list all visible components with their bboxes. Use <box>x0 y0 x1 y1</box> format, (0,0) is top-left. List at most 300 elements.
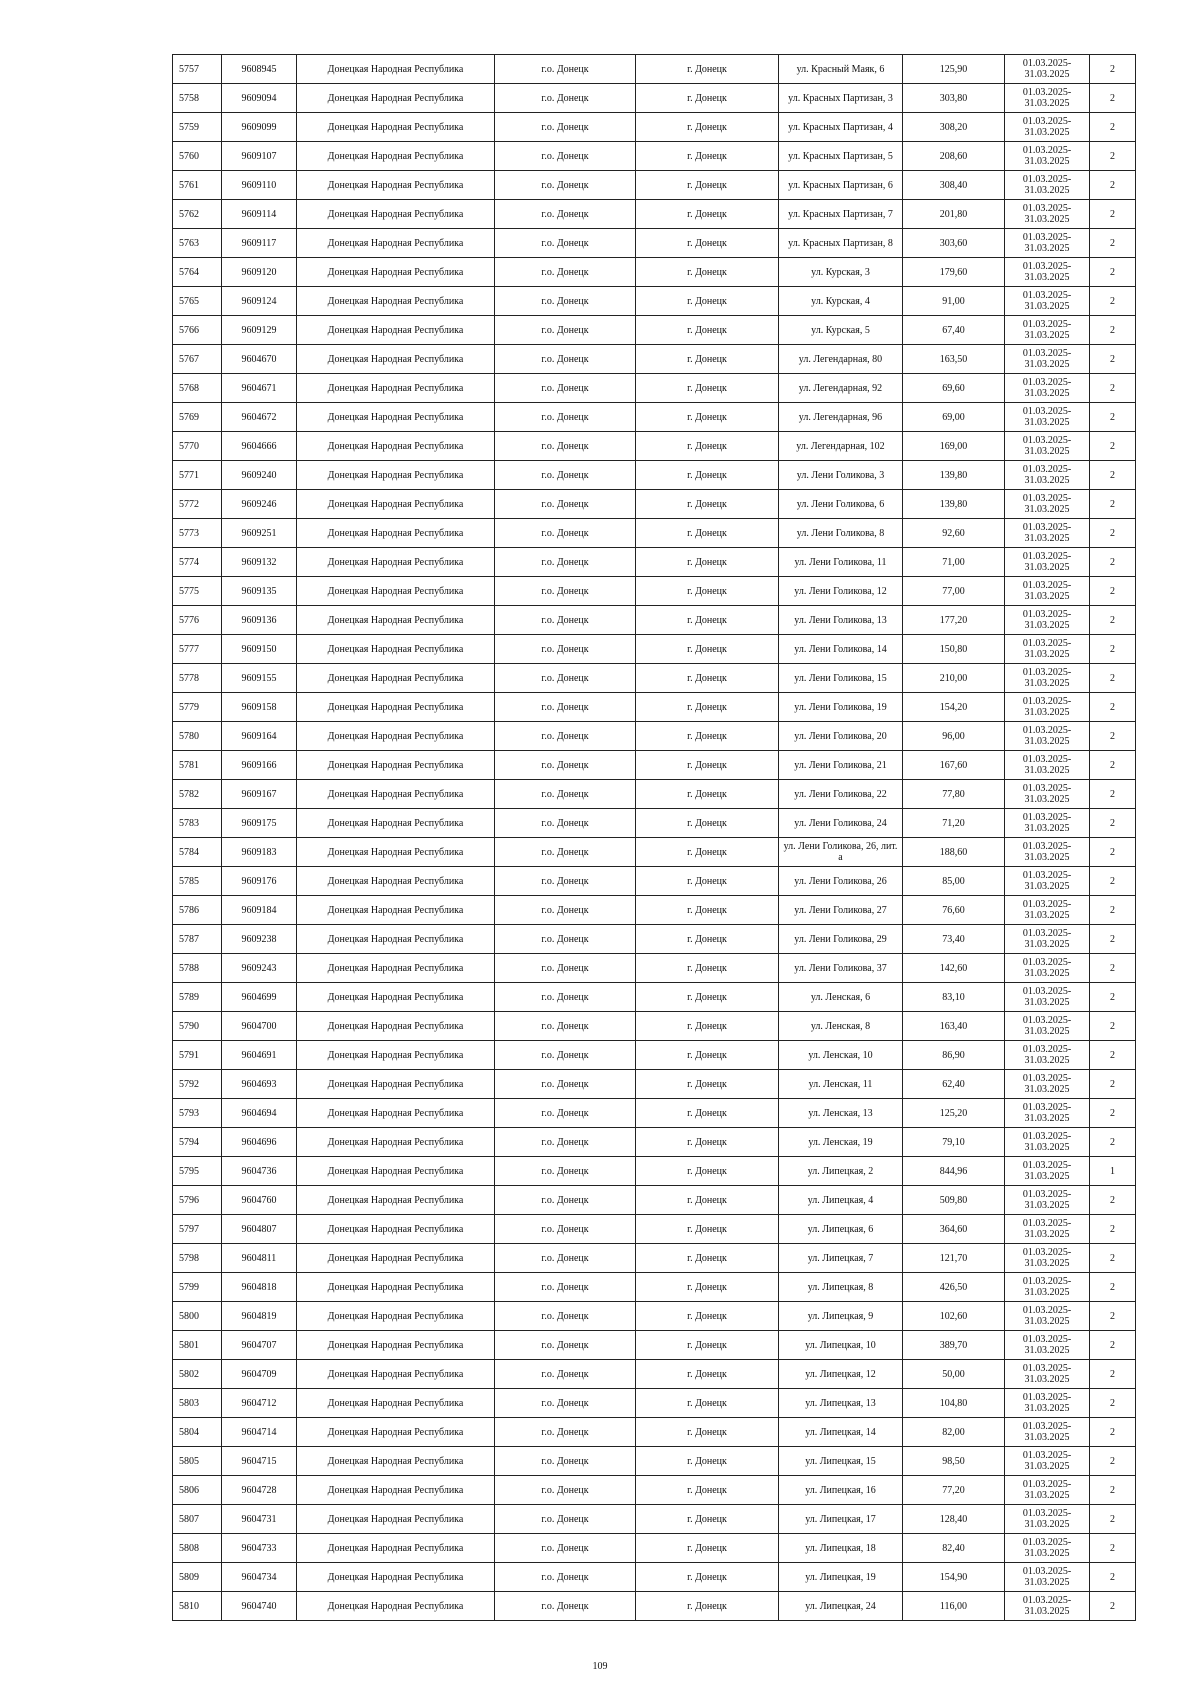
cell-object-code: 9608945 <box>222 55 297 84</box>
cell-city: г. Донецк <box>636 1302 779 1331</box>
cell-category: 2 <box>1090 1389 1136 1418</box>
cell-category: 2 <box>1090 1244 1136 1273</box>
cell-row-number: 5778 <box>173 664 222 693</box>
table-row <box>173 896 1136 925</box>
cell-row-number: 5780 <box>173 722 222 751</box>
cell-row-number: 5759 <box>173 113 222 142</box>
cell-area: 179,60 <box>903 258 1005 287</box>
cell-city: г. Донецк <box>636 780 779 809</box>
cell-street-address: ул. Ленская, 19 <box>779 1128 903 1157</box>
cell-region: Донецкая Народная Республика <box>297 1244 495 1273</box>
table-row <box>173 1563 1136 1592</box>
cell-street-address: ул. Лени Голикова, 21 <box>779 751 903 780</box>
cell-street-address: ул. Легендарная, 80 <box>779 345 903 374</box>
cell-region: Донецкая Народная Республика <box>297 1476 495 1505</box>
cell-category: 2 <box>1090 838 1136 867</box>
cell-city: г. Донецк <box>636 345 779 374</box>
cell-period: 01.03.2025- 31.03.2025 <box>1005 1070 1090 1099</box>
cell-category: 2 <box>1090 1215 1136 1244</box>
cell-region: Донецкая Народная Республика <box>297 780 495 809</box>
cell-area: 210,00 <box>903 664 1005 693</box>
cell-object-code: 9604760 <box>222 1186 297 1215</box>
table-row <box>173 113 1136 142</box>
cell-period: 01.03.2025- 31.03.2025 <box>1005 1331 1090 1360</box>
cell-region: Донецкая Народная Республика <box>297 1099 495 1128</box>
cell-street-address: ул. Лени Голикова, 20 <box>779 722 903 751</box>
cell-object-code: 9604699 <box>222 983 297 1012</box>
cell-district: г.о. Донецк <box>495 722 636 751</box>
cell-city: г. Донецк <box>636 1041 779 1070</box>
cell-object-code: 9604691 <box>222 1041 297 1070</box>
cell-category: 2 <box>1090 316 1136 345</box>
cell-area: 83,10 <box>903 983 1005 1012</box>
table-row <box>173 577 1136 606</box>
cell-row-number: 5768 <box>173 374 222 403</box>
cell-row-number: 5771 <box>173 461 222 490</box>
cell-category: 2 <box>1090 1012 1136 1041</box>
cell-row-number: 5784 <box>173 838 222 867</box>
cell-area: 389,70 <box>903 1331 1005 1360</box>
cell-city: г. Донецк <box>636 635 779 664</box>
cell-street-address: ул. Ленская, 8 <box>779 1012 903 1041</box>
table-row <box>173 1273 1136 1302</box>
cell-category: 2 <box>1090 867 1136 896</box>
cell-region: Донецкая Народная Республика <box>297 113 495 142</box>
cell-category: 2 <box>1090 722 1136 751</box>
cell-object-code: 9604819 <box>222 1302 297 1331</box>
cell-district: г.о. Донецк <box>495 374 636 403</box>
cell-period: 01.03.2025- 31.03.2025 <box>1005 577 1090 606</box>
cell-district: г.о. Донецк <box>495 200 636 229</box>
cell-category: 2 <box>1090 1592 1136 1621</box>
cell-period: 01.03.2025- 31.03.2025 <box>1005 229 1090 258</box>
cell-area: 308,40 <box>903 171 1005 200</box>
cell-street-address: ул. Красных Партизан, 4 <box>779 113 903 142</box>
cell-city: г. Донецк <box>636 287 779 316</box>
cell-street-address: ул. Красных Партизан, 5 <box>779 142 903 171</box>
cell-city: г. Донецк <box>636 1592 779 1621</box>
cell-region: Донецкая Народная Республика <box>297 925 495 954</box>
cell-period: 01.03.2025- 31.03.2025 <box>1005 1534 1090 1563</box>
cell-area: 82,00 <box>903 1418 1005 1447</box>
cell-city: г. Донецк <box>636 1128 779 1157</box>
cell-region: Донецкая Народная Республика <box>297 1186 495 1215</box>
cell-city: г. Донецк <box>636 1070 779 1099</box>
cell-city: г. Донецк <box>636 403 779 432</box>
cell-street-address: ул. Красных Партизан, 7 <box>779 200 903 229</box>
cell-object-code: 9609164 <box>222 722 297 751</box>
table-row <box>173 1476 1136 1505</box>
cell-category: 2 <box>1090 171 1136 200</box>
cell-area: 102,60 <box>903 1302 1005 1331</box>
cell-district: г.о. Донецк <box>495 345 636 374</box>
cell-object-code: 9609251 <box>222 519 297 548</box>
cell-category: 2 <box>1090 1534 1136 1563</box>
table-row <box>173 606 1136 635</box>
cell-category: 2 <box>1090 55 1136 84</box>
cell-region: Донецкая Народная Республика <box>297 200 495 229</box>
cell-city: г. Донецк <box>636 1215 779 1244</box>
cell-period: 01.03.2025- 31.03.2025 <box>1005 838 1090 867</box>
cell-district: г.о. Донецк <box>495 954 636 983</box>
cell-period: 01.03.2025- 31.03.2025 <box>1005 461 1090 490</box>
cell-row-number: 5762 <box>173 200 222 229</box>
cell-object-code: 9609246 <box>222 490 297 519</box>
document-page <box>172 54 1135 1621</box>
cell-row-number: 5781 <box>173 751 222 780</box>
table-row <box>173 229 1136 258</box>
cell-region: Донецкая Народная Республика <box>297 316 495 345</box>
cell-region: Донецкая Народная Республика <box>297 229 495 258</box>
cell-area: 426,50 <box>903 1273 1005 1302</box>
cell-district: г.о. Донецк <box>495 983 636 1012</box>
cell-region: Донецкая Народная Республика <box>297 896 495 925</box>
table-row <box>173 287 1136 316</box>
table-row <box>173 693 1136 722</box>
cell-city: г. Донецк <box>636 954 779 983</box>
cell-period: 01.03.2025- 31.03.2025 <box>1005 84 1090 113</box>
cell-area: 303,60 <box>903 229 1005 258</box>
cell-row-number: 5804 <box>173 1418 222 1447</box>
cell-street-address: ул. Лени Голикова, 8 <box>779 519 903 548</box>
cell-district: г.о. Донецк <box>495 1418 636 1447</box>
cell-city: г. Донецк <box>636 867 779 896</box>
cell-district: г.о. Донецк <box>495 113 636 142</box>
cell-district: г.о. Донецк <box>495 1476 636 1505</box>
table-row <box>173 1302 1136 1331</box>
cell-area: 76,60 <box>903 896 1005 925</box>
cell-area: 163,40 <box>903 1012 1005 1041</box>
cell-area: 125,20 <box>903 1099 1005 1128</box>
cell-object-code: 9604728 <box>222 1476 297 1505</box>
table-row <box>173 751 1136 780</box>
cell-region: Донецкая Народная Республика <box>297 606 495 635</box>
cell-category: 2 <box>1090 983 1136 1012</box>
cell-category: 2 <box>1090 577 1136 606</box>
cell-object-code: 9604818 <box>222 1273 297 1302</box>
cell-city: г. Донецк <box>636 577 779 606</box>
cell-row-number: 5790 <box>173 1012 222 1041</box>
cell-district: г.о. Донецк <box>495 780 636 809</box>
cell-object-code: 9609183 <box>222 838 297 867</box>
cell-period: 01.03.2025- 31.03.2025 <box>1005 1592 1090 1621</box>
table-row <box>173 664 1136 693</box>
cell-street-address: ул. Липецкая, 16 <box>779 1476 903 1505</box>
cell-category: 2 <box>1090 606 1136 635</box>
cell-period: 01.03.2025- 31.03.2025 <box>1005 432 1090 461</box>
cell-period: 01.03.2025- 31.03.2025 <box>1005 983 1090 1012</box>
cell-period: 01.03.2025- 31.03.2025 <box>1005 635 1090 664</box>
cell-district: г.о. Донецк <box>495 1244 636 1273</box>
cell-area: 50,00 <box>903 1360 1005 1389</box>
table-row <box>173 809 1136 838</box>
cell-area: 85,00 <box>903 867 1005 896</box>
cell-object-code: 9604736 <box>222 1157 297 1186</box>
cell-row-number: 5803 <box>173 1389 222 1418</box>
cell-region: Донецкая Народная Республика <box>297 1331 495 1360</box>
cell-row-number: 5808 <box>173 1534 222 1563</box>
cell-city: г. Донецк <box>636 722 779 751</box>
cell-street-address: ул. Лени Голикова, 22 <box>779 780 903 809</box>
cell-row-number: 5769 <box>173 403 222 432</box>
table-row <box>173 432 1136 461</box>
cell-district: г.о. Донецк <box>495 403 636 432</box>
cell-object-code: 9609114 <box>222 200 297 229</box>
table-row <box>173 1418 1136 1447</box>
table-row <box>173 1331 1136 1360</box>
cell-object-code: 9609158 <box>222 693 297 722</box>
cell-object-code: 9604672 <box>222 403 297 432</box>
cell-city: г. Донецк <box>636 606 779 635</box>
cell-street-address: ул. Лени Голикова, 24 <box>779 809 903 838</box>
cell-category: 2 <box>1090 229 1136 258</box>
cell-district: г.о. Донецк <box>495 664 636 693</box>
cell-category: 2 <box>1090 1099 1136 1128</box>
cell-area: 67,40 <box>903 316 1005 345</box>
cell-street-address: ул. Лени Голикова, 14 <box>779 635 903 664</box>
cell-street-address: ул. Липецкая, 2 <box>779 1157 903 1186</box>
cell-category: 2 <box>1090 1360 1136 1389</box>
cell-district: г.о. Донецк <box>495 84 636 113</box>
cell-category: 2 <box>1090 200 1136 229</box>
cell-street-address: ул. Легендарная, 102 <box>779 432 903 461</box>
cell-area: 77,80 <box>903 780 1005 809</box>
cell-area: 308,20 <box>903 113 1005 142</box>
cell-area: 154,20 <box>903 693 1005 722</box>
cell-category: 2 <box>1090 693 1136 722</box>
cell-period: 01.03.2025- 31.03.2025 <box>1005 954 1090 983</box>
cell-row-number: 5788 <box>173 954 222 983</box>
cell-street-address: ул. Липецкая, 18 <box>779 1534 903 1563</box>
page-number: 109 <box>592 1661 608 1672</box>
cell-category: 2 <box>1090 1563 1136 1592</box>
cell-area: 73,40 <box>903 925 1005 954</box>
cell-district: г.о. Донецк <box>495 229 636 258</box>
cell-category: 2 <box>1090 1273 1136 1302</box>
cell-period: 01.03.2025- 31.03.2025 <box>1005 1186 1090 1215</box>
cell-row-number: 5795 <box>173 1157 222 1186</box>
table-row <box>173 925 1136 954</box>
cell-row-number: 5775 <box>173 577 222 606</box>
cell-period: 01.03.2025- 31.03.2025 <box>1005 55 1090 84</box>
cell-category: 2 <box>1090 1186 1136 1215</box>
cell-street-address: ул. Ленская, 6 <box>779 983 903 1012</box>
cell-region: Донецкая Народная Республика <box>297 1534 495 1563</box>
cell-region: Донецкая Народная Республика <box>297 722 495 751</box>
cell-street-address: ул. Липецкая, 9 <box>779 1302 903 1331</box>
cell-city: г. Донецк <box>636 490 779 519</box>
table-row <box>173 1157 1136 1186</box>
cell-street-address: ул. Лени Голикова, 27 <box>779 896 903 925</box>
cell-period: 01.03.2025- 31.03.2025 <box>1005 287 1090 316</box>
cell-district: г.о. Донецк <box>495 809 636 838</box>
cell-period: 01.03.2025- 31.03.2025 <box>1005 142 1090 171</box>
cell-category: 2 <box>1090 1041 1136 1070</box>
cell-region: Донецкая Народная Республика <box>297 983 495 1012</box>
cell-period: 01.03.2025- 31.03.2025 <box>1005 1447 1090 1476</box>
cell-area: 844,96 <box>903 1157 1005 1186</box>
cell-city: г. Донецк <box>636 1012 779 1041</box>
cell-row-number: 5773 <box>173 519 222 548</box>
cell-street-address: ул. Лени Голикова, 37 <box>779 954 903 983</box>
cell-district: г.о. Донецк <box>495 1186 636 1215</box>
cell-row-number: 5798 <box>173 1244 222 1273</box>
cell-object-code: 9609110 <box>222 171 297 200</box>
cell-city: г. Донецк <box>636 809 779 838</box>
cell-category: 2 <box>1090 1128 1136 1157</box>
cell-region: Донецкая Народная Республика <box>297 1128 495 1157</box>
cell-area: 139,80 <box>903 490 1005 519</box>
cell-category: 2 <box>1090 84 1136 113</box>
cell-area: 69,60 <box>903 374 1005 403</box>
cell-row-number: 5801 <box>173 1331 222 1360</box>
cell-period: 01.03.2025- 31.03.2025 <box>1005 1563 1090 1592</box>
cell-area: 150,80 <box>903 635 1005 664</box>
cell-region: Донецкая Народная Республика <box>297 1592 495 1621</box>
cell-city: г. Донецк <box>636 1331 779 1360</box>
cell-row-number: 5799 <box>173 1273 222 1302</box>
cell-row-number: 5763 <box>173 229 222 258</box>
cell-street-address: ул. Легендарная, 96 <box>779 403 903 432</box>
cell-object-code: 9604715 <box>222 1447 297 1476</box>
cell-category: 2 <box>1090 896 1136 925</box>
cell-city: г. Донецк <box>636 84 779 113</box>
cell-object-code: 9604709 <box>222 1360 297 1389</box>
cell-district: г.о. Донецк <box>495 287 636 316</box>
cell-category: 2 <box>1090 1447 1136 1476</box>
cell-object-code: 9609135 <box>222 577 297 606</box>
cell-city: г. Донецк <box>636 142 779 171</box>
cell-period: 01.03.2025- 31.03.2025 <box>1005 374 1090 403</box>
cell-street-address: ул. Ленская, 10 <box>779 1041 903 1070</box>
cell-city: г. Донецк <box>636 113 779 142</box>
table-row <box>173 722 1136 751</box>
table-row <box>173 490 1136 519</box>
cell-object-code: 9609166 <box>222 751 297 780</box>
cell-region: Донецкая Народная Республика <box>297 403 495 432</box>
cell-row-number: 5777 <box>173 635 222 664</box>
cell-row-number: 5767 <box>173 345 222 374</box>
cell-city: г. Донецк <box>636 983 779 1012</box>
cell-object-code: 9609175 <box>222 809 297 838</box>
cell-region: Донецкая Народная Республика <box>297 838 495 867</box>
cell-object-code: 9609132 <box>222 548 297 577</box>
cell-region: Донецкая Народная Республика <box>297 1157 495 1186</box>
cell-row-number: 5792 <box>173 1070 222 1099</box>
cell-city: г. Донецк <box>636 896 779 925</box>
cell-row-number: 5785 <box>173 867 222 896</box>
cell-region: Донецкая Народная Республика <box>297 548 495 577</box>
cell-period: 01.03.2025- 31.03.2025 <box>1005 925 1090 954</box>
cell-city: г. Донецк <box>636 1099 779 1128</box>
cell-period: 01.03.2025- 31.03.2025 <box>1005 606 1090 635</box>
cell-area: 71,00 <box>903 548 1005 577</box>
cell-street-address: ул. Липецкая, 8 <box>779 1273 903 1302</box>
cell-area: 77,20 <box>903 1476 1005 1505</box>
table-row <box>173 1505 1136 1534</box>
cell-period: 01.03.2025- 31.03.2025 <box>1005 345 1090 374</box>
cell-area: 139,80 <box>903 461 1005 490</box>
table-row <box>173 1592 1136 1621</box>
cell-category: 2 <box>1090 461 1136 490</box>
cell-object-code: 9609117 <box>222 229 297 258</box>
cell-region: Донецкая Народная Республика <box>297 1302 495 1331</box>
cell-region: Донецкая Народная Республика <box>297 490 495 519</box>
cell-period: 01.03.2025- 31.03.2025 <box>1005 693 1090 722</box>
cell-street-address: ул. Липецкая, 10 <box>779 1331 903 1360</box>
table-row <box>173 519 1136 548</box>
cell-city: г. Донецк <box>636 1389 779 1418</box>
cell-object-code: 9609136 <box>222 606 297 635</box>
cell-street-address: ул. Ленская, 11 <box>779 1070 903 1099</box>
cell-district: г.о. Донецк <box>495 519 636 548</box>
table-row <box>173 780 1136 809</box>
cell-period: 01.03.2025- 31.03.2025 <box>1005 1041 1090 1070</box>
cell-area: 208,60 <box>903 142 1005 171</box>
cell-street-address: ул. Липецкая, 6 <box>779 1215 903 1244</box>
cell-area: 79,10 <box>903 1128 1005 1157</box>
cell-area: 92,60 <box>903 519 1005 548</box>
cell-district: г.о. Донецк <box>495 1041 636 1070</box>
cell-district: г.о. Донецк <box>495 577 636 606</box>
cell-object-code: 9609099 <box>222 113 297 142</box>
cell-area: 154,90 <box>903 1563 1005 1592</box>
cell-row-number: 5791 <box>173 1041 222 1070</box>
cell-category: 2 <box>1090 809 1136 838</box>
cell-category: 2 <box>1090 954 1136 983</box>
cell-region: Донецкая Народная Республика <box>297 1447 495 1476</box>
cell-category: 2 <box>1090 1418 1136 1447</box>
cell-street-address: ул. Лени Голикова, 13 <box>779 606 903 635</box>
cell-city: г. Донецк <box>636 1186 779 1215</box>
cell-period: 01.03.2025- 31.03.2025 <box>1005 1360 1090 1389</box>
cell-district: г.о. Донецк <box>495 751 636 780</box>
cell-period: 01.03.2025- 31.03.2025 <box>1005 1505 1090 1534</box>
cell-category: 2 <box>1090 345 1136 374</box>
cell-district: г.о. Донецк <box>495 1592 636 1621</box>
cell-row-number: 5757 <box>173 55 222 84</box>
cell-district: г.о. Донецк <box>495 461 636 490</box>
cell-region: Донецкая Народная Республика <box>297 1070 495 1099</box>
cell-street-address: ул. Липецкая, 14 <box>779 1418 903 1447</box>
cell-region: Донецкая Народная Республика <box>297 1012 495 1041</box>
cell-row-number: 5800 <box>173 1302 222 1331</box>
cell-street-address: ул. Легендарная, 92 <box>779 374 903 403</box>
cell-period: 01.03.2025- 31.03.2025 <box>1005 1476 1090 1505</box>
cell-district: г.о. Донецк <box>495 1447 636 1476</box>
cell-row-number: 5797 <box>173 1215 222 1244</box>
cell-object-code: 9609155 <box>222 664 297 693</box>
cell-city: г. Донецк <box>636 664 779 693</box>
cell-object-code: 9604707 <box>222 1331 297 1360</box>
cell-area: 82,40 <box>903 1534 1005 1563</box>
cell-city: г. Донецк <box>636 838 779 867</box>
cell-area: 104,80 <box>903 1389 1005 1418</box>
cell-area: 91,00 <box>903 287 1005 316</box>
cell-city: г. Донецк <box>636 693 779 722</box>
cell-region: Донецкая Народная Республика <box>297 577 495 606</box>
cell-district: г.о. Донецк <box>495 925 636 954</box>
cell-row-number: 5796 <box>173 1186 222 1215</box>
cell-object-code: 9604734 <box>222 1563 297 1592</box>
cell-row-number: 5787 <box>173 925 222 954</box>
cell-city: г. Донецк <box>636 548 779 577</box>
cell-region: Донецкая Народная Республика <box>297 258 495 287</box>
cell-row-number: 5776 <box>173 606 222 635</box>
cell-period: 01.03.2025- 31.03.2025 <box>1005 1012 1090 1041</box>
cell-category: 2 <box>1090 287 1136 316</box>
cell-district: г.о. Донецк <box>495 1360 636 1389</box>
